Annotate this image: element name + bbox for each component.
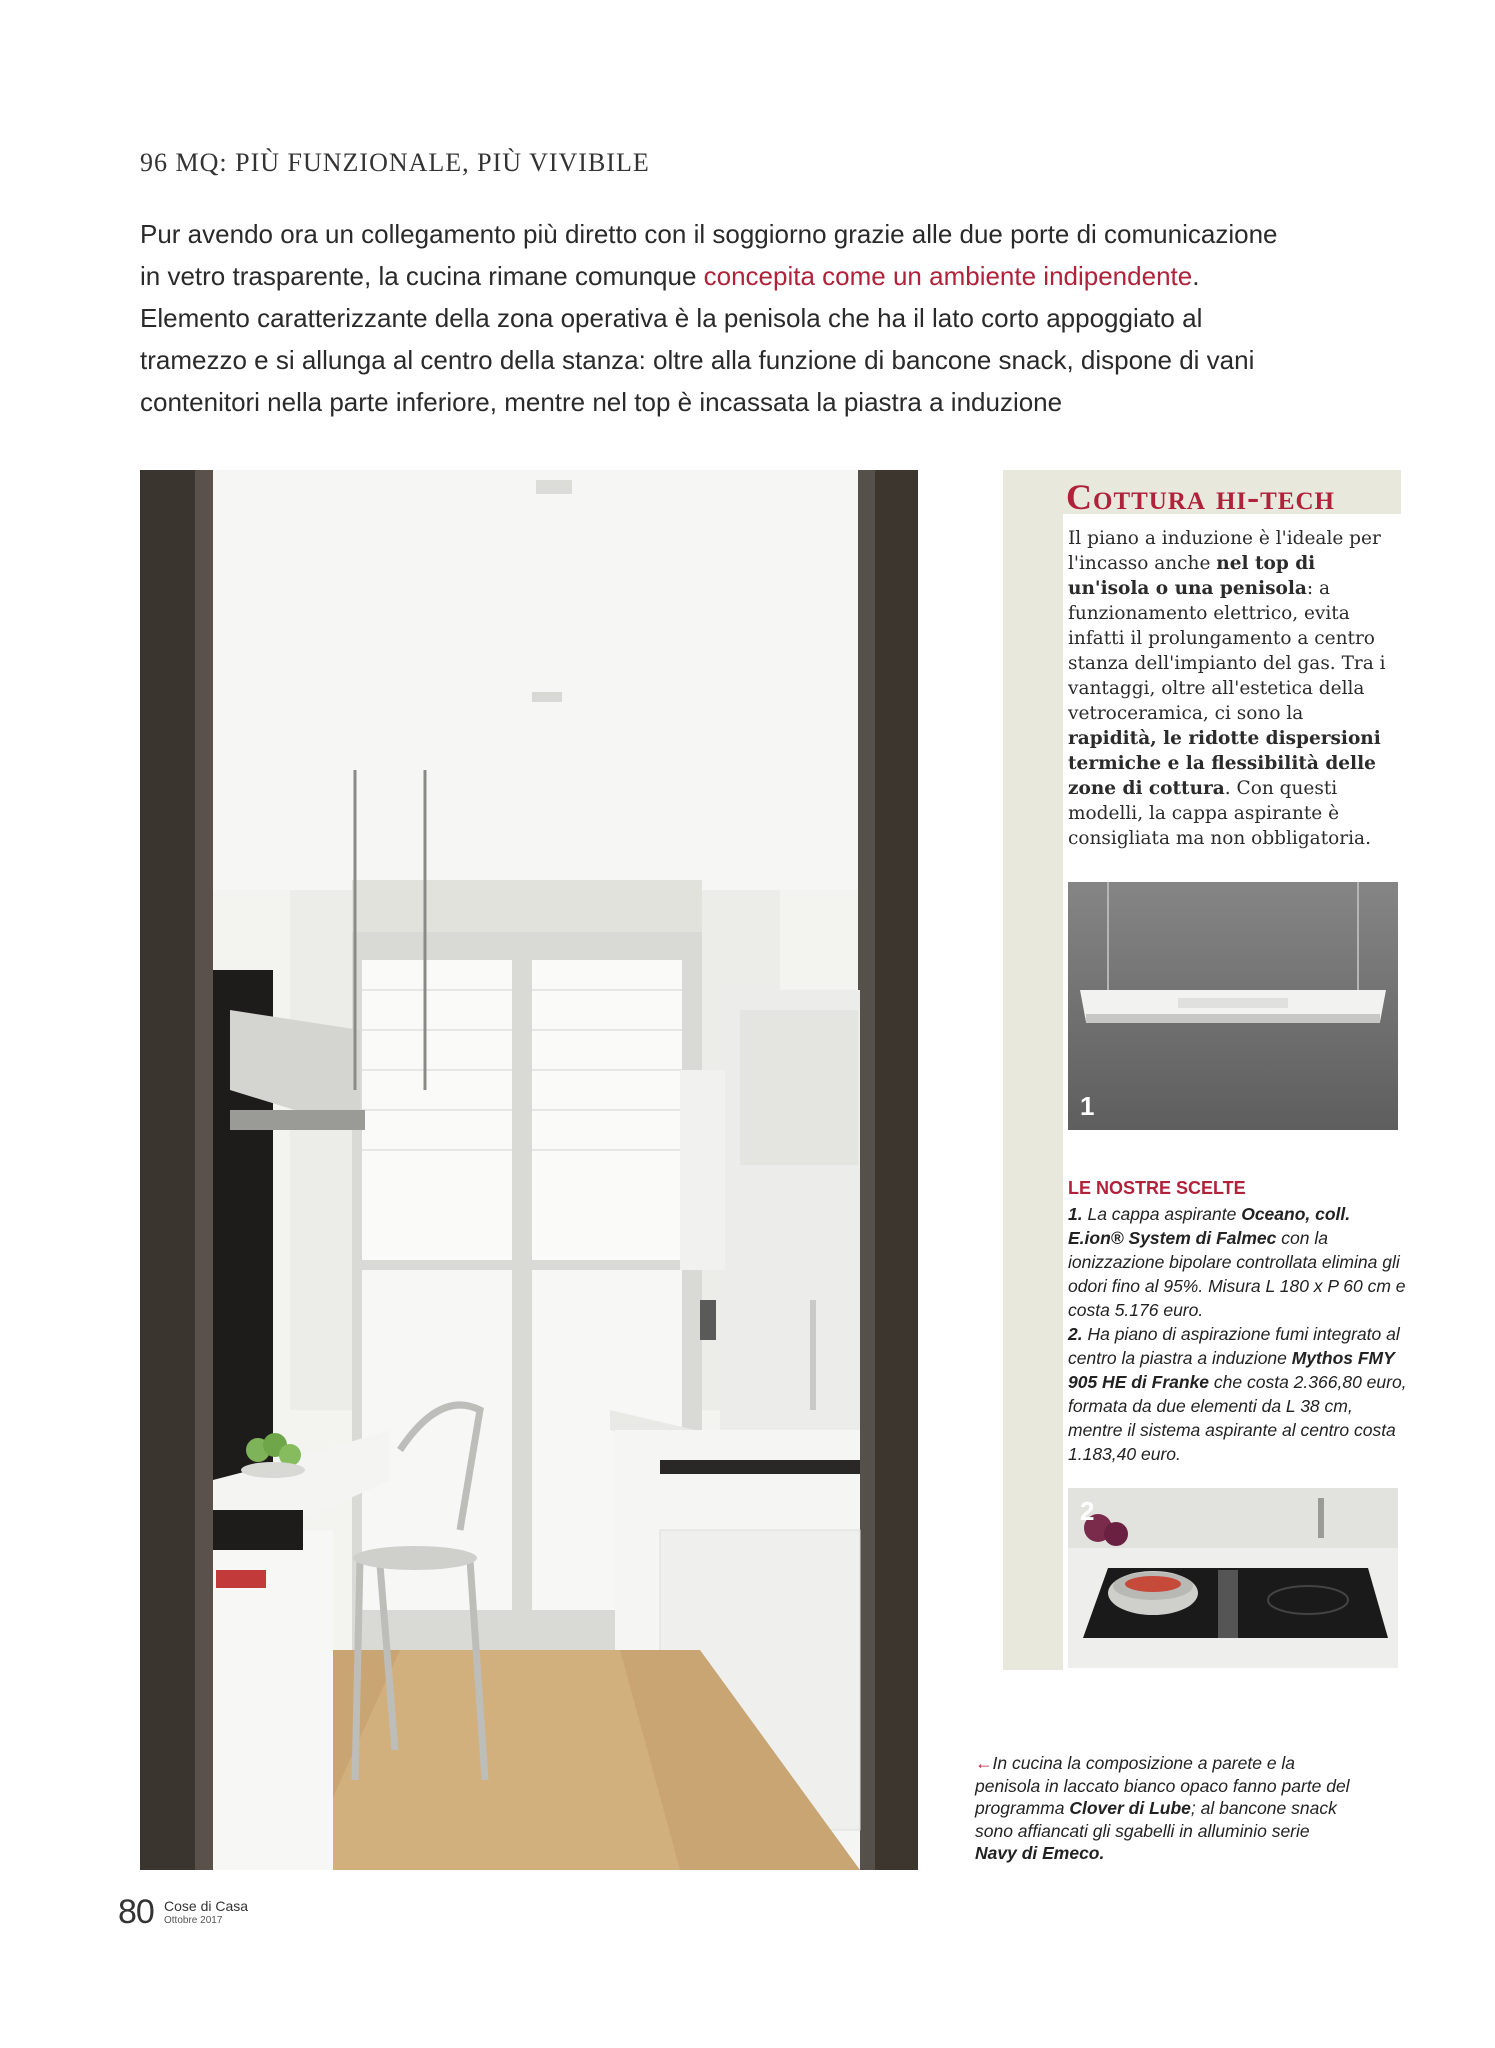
product-photo-hob (1068, 1488, 1398, 1668)
left-arrow-icon: ← (975, 1753, 993, 1773)
hood-illustration (1068, 882, 1398, 1130)
sidebar-body (1068, 526, 1386, 851)
choices-heading: LE NOSTRE SCELTE (1068, 1178, 1246, 1198)
sidebar-text-1: Il piano a induzione è l'ideale per l'incasso anche (1068, 528, 1381, 574)
caption-bold-d: Navy di Emeco. (975, 1843, 1105, 1863)
sidebar-bold-1: nel top di un'isola o una penisola (1068, 553, 1316, 599)
sidebar-rail (1003, 470, 1063, 1670)
caption-text-a: In cucina la composizione a parete e la penisola in laccato bianco opaco fanno parte del programma (975, 1753, 1350, 1818)
magazine-name: Cose di Casa (164, 1898, 249, 1914)
sidebar-title: Cottura hi-tech (1066, 477, 1335, 517)
page-number: 80 (118, 1893, 154, 1931)
choice-1-number: 1. (1068, 1204, 1083, 1224)
choice-2-text-c: che costa 2.366,80 euro, formata da due elementi da L 38 cm, mentre il sistema aspirante al centro costa 1.183,40 euro. (1068, 1372, 1407, 1464)
sidebar-text-2: : a funzionamento elettrico, evita infatti il prolungamento a centro stanza dell'impianto del gas. Tra i vantaggi, oltre all'estetica della vetroceramica, ci sono la (1068, 578, 1386, 724)
product-number-1: 1 (1080, 1091, 1095, 1121)
choice-1-text-c: con la ionizzazione bipolare controllata elimina gli odori fino al 95%. Misura L 180 x P 60 cm e costa 5.176 euro. (1068, 1228, 1406, 1320)
choice-1-text-a: La cappa aspirante (1082, 1204, 1242, 1224)
section-heading: 96 MQ: PIÙ FUNZIONALE, PIÙ VIVIBILE (140, 148, 650, 177)
product-number-2: 2 (1080, 1496, 1095, 1526)
intro-highlight: concepita come un ambiente indipendente (703, 261, 1193, 291)
issue-date: Ottobre 2017 (164, 1915, 223, 1926)
caption-bold-b: Clover di Lube (1069, 1798, 1191, 1818)
choice-2-number: 2. (1068, 1324, 1083, 1344)
sidebar-bold-2: rapidità, le ridotte dispersioni termiche e la flessibilità delle zone di cottura (1068, 728, 1381, 799)
choice-2-text-a: Ha piano di aspirazione fumi integrato al centro la piastra a induzione (1068, 1324, 1400, 1368)
hob-illustration (1068, 1488, 1398, 1668)
kitchen-illustration (140, 470, 918, 1870)
product-photo-hood (1068, 882, 1398, 1130)
intro-text-2: . Elemento caratterizzante della zona operativa è la penisola che ha il lato corto appoggiato al tramezzo e si allunga al centro della stanza: oltre alla funzione di bancone snack, dispone di vani contenitori nella parte inferiore, mentre nel top è incassata la piastra a induzione (140, 261, 1255, 417)
kitchen-photo (140, 470, 918, 1870)
choice-2-product: Mythos FMY 905 HE di Franke (1068, 1348, 1395, 1392)
sidebar-text-3: . Con questi modelli, la cappa aspirante è consigliata ma non obbligatoria. (1068, 778, 1371, 849)
caption-text-c: ; al bancone snack sono affiancati gli sgabelli in alluminio serie (975, 1798, 1337, 1841)
intro-text-1: Pur avendo ora un collegamento più diretto con il soggiorno grazie alle due porte di comunicazione in vetro trasparente, la cucina rimane comunque (140, 219, 1278, 291)
choices-body (1068, 1202, 1408, 1466)
choice-1-product: Oceano, coll. E.ion® System di Falmec (1068, 1204, 1351, 1248)
photo-caption (975, 1752, 1355, 1865)
intro-paragraph (140, 213, 1290, 423)
